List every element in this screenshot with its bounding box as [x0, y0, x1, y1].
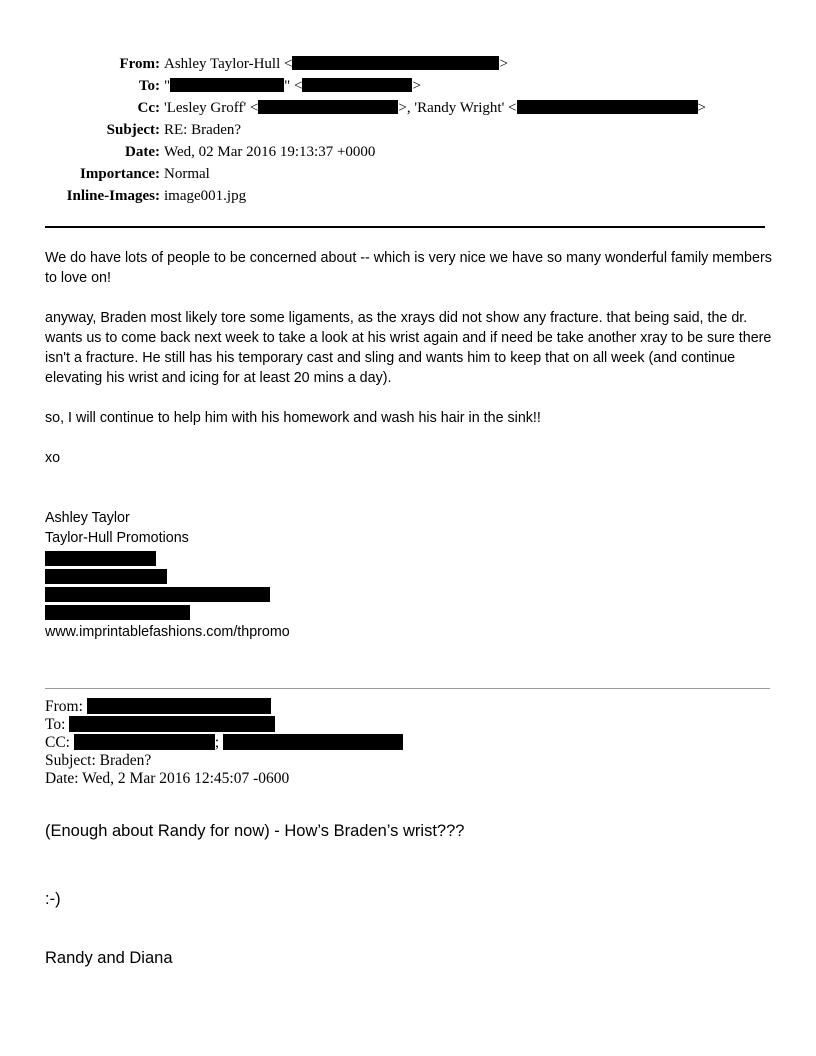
inline-images-value: image001.jpg	[164, 188, 247, 204]
header-importance-row	[0, 163, 816, 185]
quoted-date: Date: Wed, 2 Mar 2016 12:45:07 -0600	[45, 770, 290, 787]
redacted-email	[517, 100, 698, 114]
date-label: Date:	[125, 144, 160, 160]
quoted-to-row	[45, 716, 775, 734]
body-paragraph: We do have lots of people to be concerned about -- which is very nice we have so many wonderful family members to love on!	[45, 250, 772, 286]
subject-value: RE: Braden?	[164, 122, 242, 138]
header-divider	[45, 226, 765, 228]
quoted-cc-label: CC:	[45, 734, 70, 751]
inline-images-label: Inline-Images:	[66, 188, 160, 204]
signature-company: Taylor-Hull Promotions	[45, 530, 189, 546]
signoff: xo	[45, 450, 61, 466]
redacted-signature-line	[45, 551, 156, 566]
cc-first: 'Lesley Groff' <	[164, 100, 259, 116]
importance-value: Normal	[164, 166, 210, 182]
signature-url[interactable]: www.imprintablefashions.com/thpromo	[45, 624, 290, 640]
to-bracket: >	[412, 78, 421, 94]
date-value: Wed, 02 Mar 2016 19:13:37 +0000	[164, 144, 376, 160]
cc-bracket: >	[697, 100, 706, 116]
redacted-signature-line	[45, 587, 270, 602]
quoted-cc-separator: ;	[214, 734, 220, 751]
from-label: From:	[119, 56, 160, 72]
quoted-divider	[45, 688, 770, 689]
header-cc-row	[0, 97, 816, 119]
email-body	[45, 248, 775, 642]
redacted-email	[69, 716, 275, 732]
redacted-email	[87, 698, 271, 714]
from-name: Ashley Taylor-Hull <	[164, 56, 293, 72]
original-message-signature: Randy and Diana	[45, 949, 173, 967]
redacted-name	[170, 78, 284, 92]
to-label: To:	[138, 78, 160, 94]
quoted-from-row	[45, 698, 775, 716]
redacted-signature-line	[45, 605, 190, 620]
quoted-header	[45, 698, 775, 788]
quoted-to-label: To:	[45, 716, 66, 733]
cc-second: >, 'Randy Wright' <	[398, 100, 517, 116]
to-quote-close: " <	[284, 78, 303, 94]
quoted-subject: Subject: Braden?	[45, 752, 152, 769]
original-message-line: (Enough about Randy for now) - How’s Braden’s wrist???	[45, 822, 465, 840]
header-to-row	[0, 75, 816, 97]
to-value	[164, 75, 421, 97]
body-paragraph: so, I will continue to help him with his homework and wash his hair in the sink!!	[45, 410, 541, 426]
quoted-from-label: From:	[45, 698, 83, 715]
email-header	[0, 53, 816, 207]
importance-label: Importance:	[80, 166, 160, 182]
original-message-line: :-)	[45, 890, 61, 908]
cc-value	[164, 97, 706, 119]
body-paragraph: anyway, Braden most likely tore some ligaments, as the xrays did not show any fracture. that being said, the dr. wants us to come back next week to take a look at his wrist again and if need be take another xray to be sure there isn't a fracture. He still has his temporary cast and sling and wants him to keep that on all week (and continue elevating his wrist and icing for at least 20 mins a day).	[45, 310, 772, 386]
from-bracket: >	[499, 56, 508, 72]
cc-label: Cc:	[137, 100, 160, 116]
from-value	[164, 53, 508, 75]
header-from-row	[0, 53, 816, 75]
redacted-signature-line	[45, 569, 167, 584]
quoted-cc-row	[45, 734, 775, 752]
redacted-email	[223, 734, 403, 750]
redacted-email	[258, 100, 398, 114]
redacted-email	[292, 56, 499, 70]
header-subject-row	[0, 119, 816, 141]
redacted-email	[302, 78, 412, 92]
header-inline-images-row	[0, 185, 816, 207]
header-date-row	[0, 141, 816, 163]
signature-name: Ashley Taylor	[45, 510, 130, 526]
subject-label: Subject:	[106, 122, 160, 138]
redacted-email	[74, 734, 215, 750]
to-quote-open: "	[164, 78, 171, 94]
